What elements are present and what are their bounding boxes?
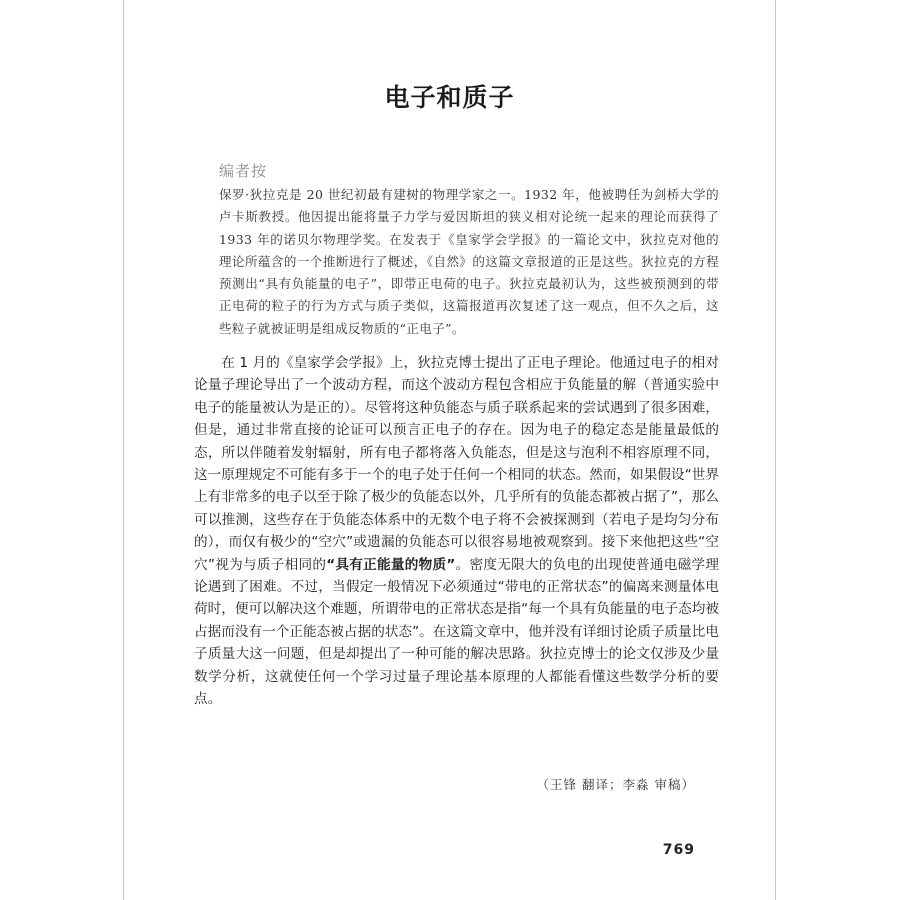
article-body [194,352,719,711]
body-text-part-2: 。密度无限大的负电的出现使普通电磁学理论遇到了困难。不过，当假定一般情况下必须通过“带电的正常状态”的偏离来测量体电荷时，便可以解决这个难题，所谓带电的正常状态是指“每一个具有负能量的电子态均被占据而没有一个正能态被占据的状态”。在这篇文章中，他并没有详细讨论质子质量比电子质量大这一问题，但是却提出了一种可能的解决思路。狄拉克博士的论文仅涉及少量数学分析，这就使任何一个学习过量子理论基本原理的人都能看懂这些数学分析的要点。 [194,556,719,708]
body-text-part-1: 在 1 月的《皇家学会学报》上，狄拉克博士提出了正电子理论。他通过电子的相对论量子理论导出了一个波动方程，而这个波动方程包含相应于负能量的解（普通实验中电子的能量被认为是正的）。尽管将这种负能态与质子联系起来的尝试遇到了很多困难，但是，通过非常直接的论证可以预言正电子的存在。因为电子的稳定态是能量最低的态，所以伴随着发射辐射，所有电子都将落入负能态，但是这与泡利不相容原理不同，这一原理规定不可能有多于一个的电子处于任何一个相同的状态。然而，如果假设“世界上有非常多的电子以至于除了极少的负能态以外，几乎所有的负能态都被占据了”，那么可以推测，这些存在于负能态体系中的无数个电子将不会被探测到（若电子是均匀分布的），而仅有极少的“空穴”或遗漏的负能态可以很容易地被观察到。接下来他把这些“空穴”视为与质子相同的 [194,355,719,573]
translation-credit: （王锋 翻译；李淼 审稿） [536,777,695,792]
editor-note-text: 保罗·狄拉克是 20 世纪初最有建树的物理学家之一。1932 年，他被聘任为剑桥大学的卢卡斯教授。他因提出能将量子力学与爱因斯坦的狭义相对论统一起来的理论而获得了 1933 年的诺贝尔物理学奖。在发表于《皇家学会学报》的一篇论文中，狄拉克对他的理论所蕴含的一个推断进行了概述，《自然》的这篇文章报道的正是这些。狄拉克的方程预测出“具有负能量的电子”，即带正电荷的电子。狄拉克最初认为，这些被预测到的带正电荷的粒子的行为方式与质子类似，这篇报道再次复述了这一观点，但不久之后，这些粒子就被证明是组成反物质的“正电子”。 [219,187,719,336]
body-text-emphasis: “具有正能量的物质” [326,556,456,573]
article-title: 电子和质子 [384,83,515,112]
book-page [123,0,776,900]
page-number: 769 [662,842,695,858]
editor-note-heading: 编者按 [219,162,268,180]
